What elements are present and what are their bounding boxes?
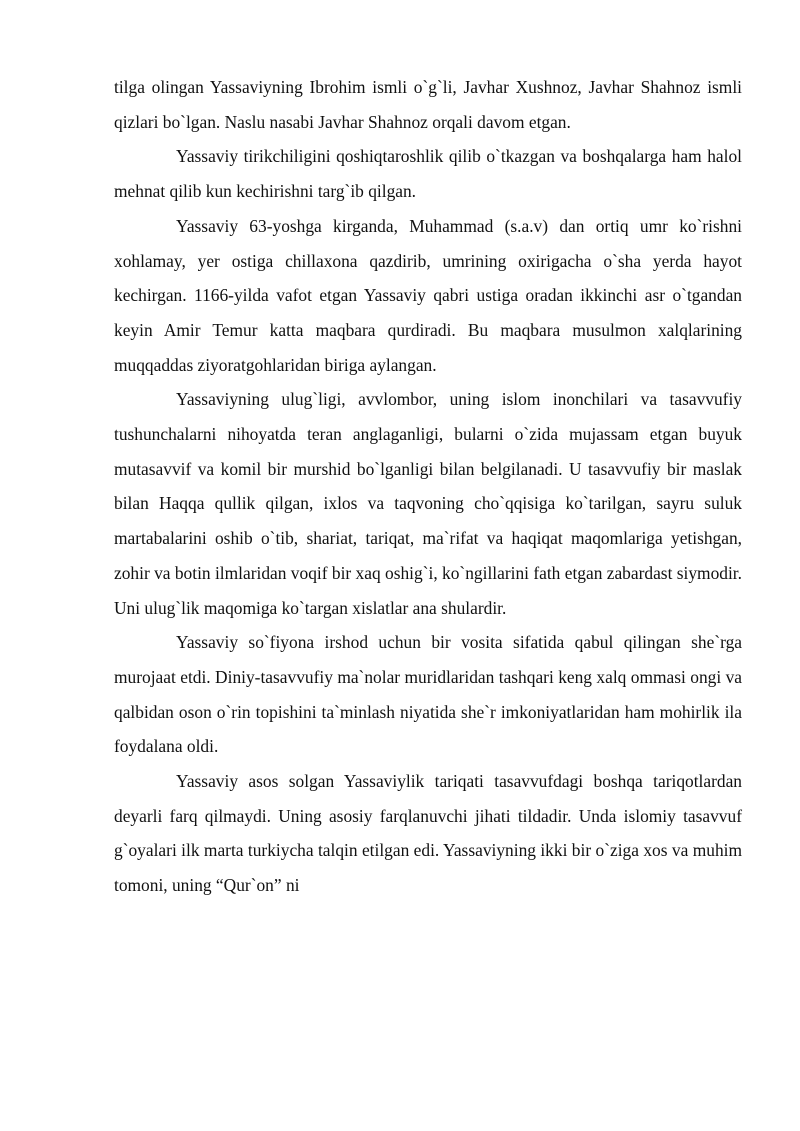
paragraph-continuation: tilga olingan Yassaviyning Ibrohim ismli o`g`li, Javhar Xushnoz, Javhar Shahnoz ismli qizlari bo`lgan. Naslu nasabi Javhar Shahnoz orqali davom etgan.: [114, 77, 742, 132]
paragraph-poetry: Yassaviy so`fiyona irshod uchun bir vosita sifatida qabul qilingan she`rga murojaat etdi. Diniy-tasavvufiy ma`nolar muridlaridan tashqari keng xalq ommasi ongi va qalbidan oson o`rin topishini ta`minlash niyatida she`r imkoniyatlaridan ham mohirlik ila foydalana oldi.: [114, 632, 742, 757]
document-body: [114, 70, 742, 903]
paragraph-livelihood: Yassaviy tirikchiligini qoshiqtaroshlik qilib o`tkazgan va boshqalarga ham halol mehnat qilib kun kechirishni targ`ib qilgan.: [114, 146, 742, 202]
paragraph-mausoleum: Yassaviy 63-yoshga kirganda, Muhammad (s.a.v) dan ortiq umr ko`rishni xohlamay, yer ostiga chillaxona qazdirib, umrining oxirigacha o`sha yerda hayot kechirgan. 1166-yilda vafot etgan Yassaviy qabri ustiga oradan ikkinchi asr o`tgandan keyin Amir Temur katta maqbara qurdiradi. Bu maqbara musulmon xalqlarining muqqaddas ziyoratgohlaridan biriga aylangan.: [114, 215, 742, 375]
paragraph-yassaviya-order: Yassaviy asos solgan Yassaviylik tariqati tasavvufdagi boshqa tariqotlardan deyarli farq qilmaydi. Uning asosiy farqlanuvchi jihati tildadir. Unda islomiy tasavvuf g`oyalari ilk marta turkiycha talqin etilgan edi. Yassaviyning ikki bir o`ziga xos va muhim tomoni, uning “Qur`on” ni: [114, 771, 742, 896]
paragraph-greatness: Yassaviyning ulug`ligi, avvlombor, uning islom inonchilari va tasavvufiy tushunchalarni nihoyatda teran anglaganligi, bularni o`zida mujassam etgan buyuk mutasavvif va komil bir murshid bo`lganligi bilan belgilanadi. U tasavvufiy bir maslak bilan Haqqa qullik qilgan, ixlos va taqvoning cho`qqisiga ko`tarilgan, sayru suluk martabalarini oshib o`tib, shariat, tariqat, ma`rifat va haqiqat maqomlariga yetishgan, zohir va botin ilmlaridan voqif bir xaq oshig`i, ko`ngillarini fath etgan zabardast siymodir. Uni ulug`lik maqomiga ko`targan xislatlar ana shulardir.: [114, 389, 742, 618]
